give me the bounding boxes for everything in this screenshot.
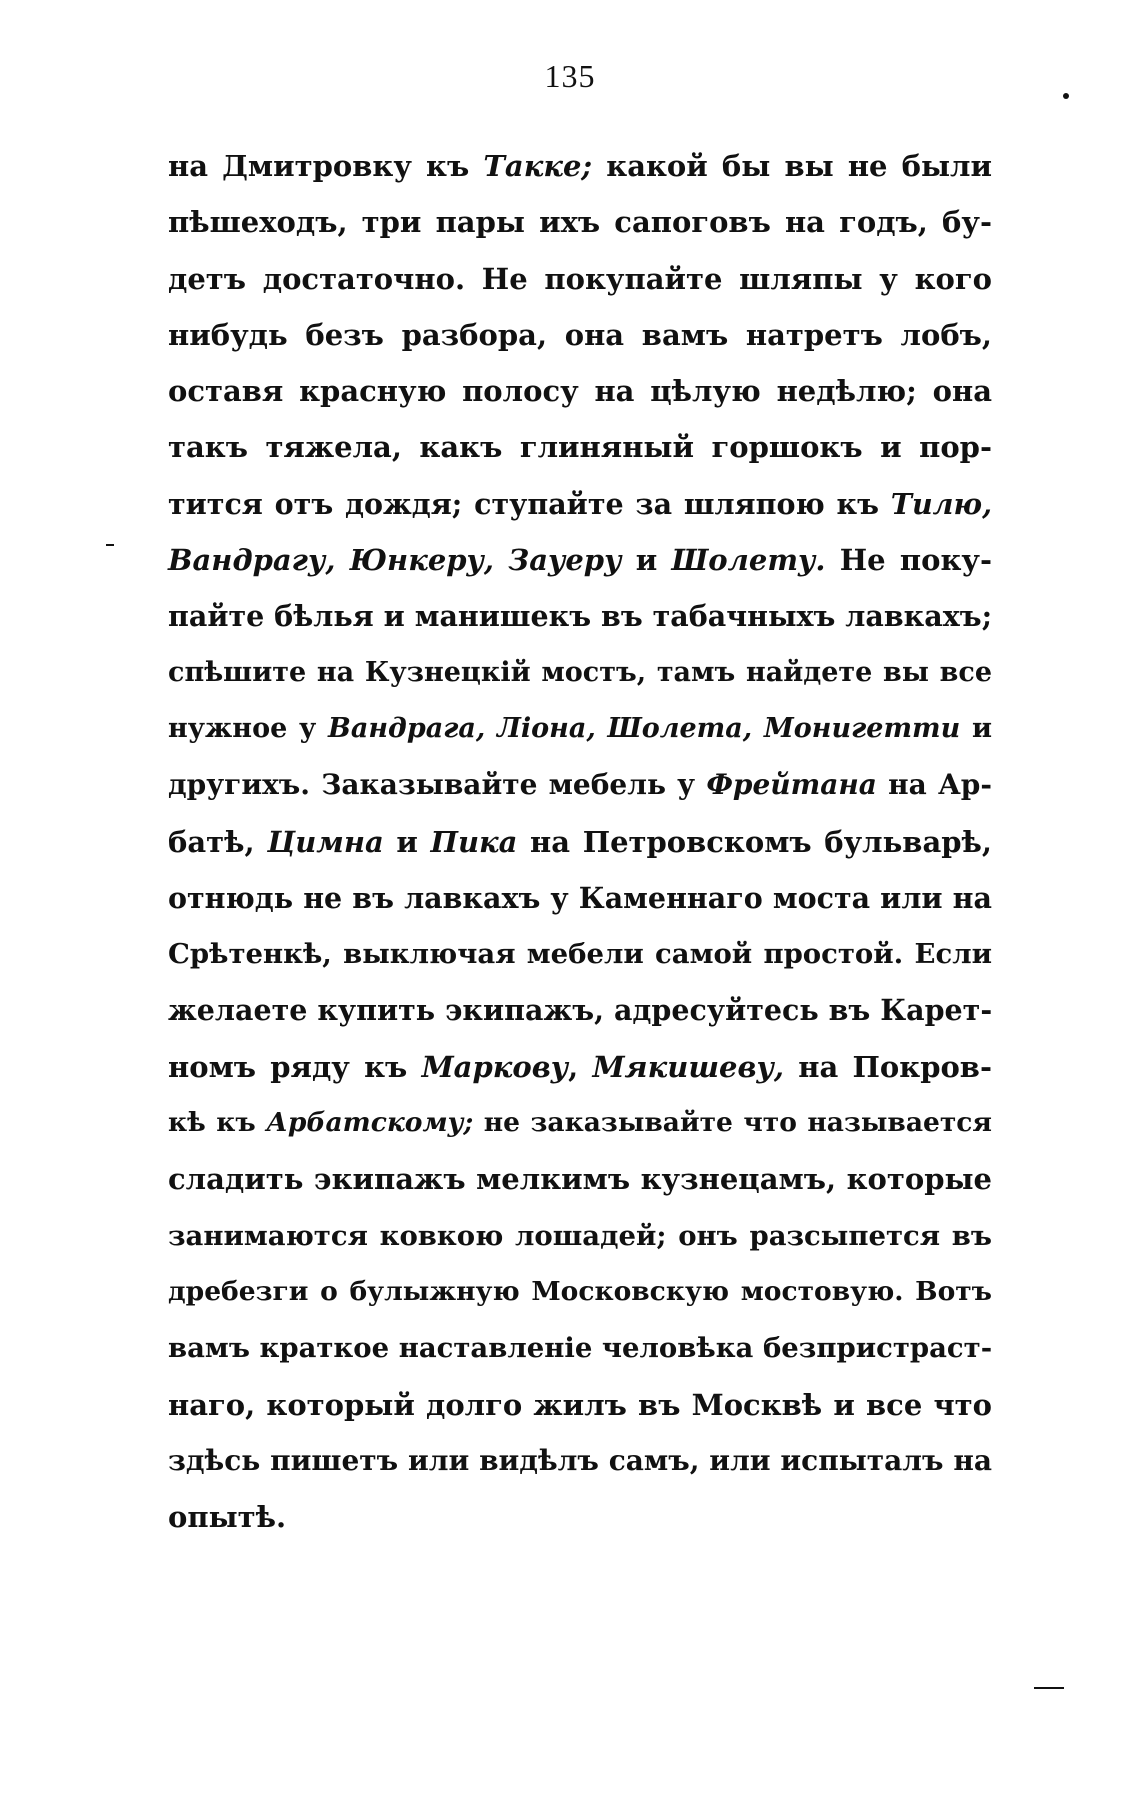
text-span: пайте бѣлья и манишекъ въ табачныхъ лавкахъ;: [168, 599, 993, 634]
text-span: какой бы вы не были: [592, 149, 992, 183]
text-span: на Петровскомъ бульварѣ,: [517, 824, 992, 859]
text-line: [168, 757, 992, 813]
text-line: [168, 419, 992, 475]
italic-name-span: Вандрага, Ліона, Шолета, Монигетти: [328, 712, 961, 744]
text-line: [168, 476, 992, 532]
text-line: [168, 1489, 992, 1545]
text-line: [168, 645, 992, 701]
text-span: вамъ краткое наставленіе человѣка безпристраст-: [168, 1332, 993, 1365]
italic-name-span: Цимна: [267, 824, 384, 859]
italic-name-span: Арбатскому;: [266, 1107, 474, 1139]
text-span: отнюдь не въ лавкахъ у Каменнаго моста или на: [168, 880, 992, 915]
text-span: и: [621, 543, 672, 578]
text-span: дребезги о булыжную Московскую мостовую. Вотъ: [168, 1275, 992, 1307]
text-line: [168, 1039, 992, 1095]
text-line: [168, 1320, 992, 1376]
text-line: [168, 194, 992, 250]
italic-name-span: Шолету.: [671, 543, 826, 578]
text-span: занимаются ковкою лошадей; онъ разсыпется въ: [168, 1219, 992, 1252]
text-span: желаете купить экипажъ, адресуйтесь въ Карет-: [168, 993, 993, 1028]
text-span: нужное у: [168, 712, 329, 744]
text-line: [168, 1208, 992, 1264]
text-line: [168, 1377, 992, 1433]
text-line: [168, 532, 992, 588]
scan-speck: [106, 544, 114, 546]
text-span: сладить экипажъ мелкимъ кузнецамъ, которые: [168, 1162, 992, 1197]
text-span: такъ тяжела, какъ глиняный горшокъ и пор-: [168, 430, 992, 465]
text-span: Не поку-: [825, 543, 993, 578]
text-line: [168, 363, 992, 419]
text-span: опытѣ.: [168, 1500, 287, 1535]
text-line: [168, 251, 992, 307]
text-line: [168, 588, 992, 644]
italic-name-span: Такке;: [483, 149, 593, 183]
page-number: 135: [544, 58, 596, 94]
text-span: и: [383, 824, 431, 859]
text-line: [168, 701, 992, 757]
text-span: детъ достаточно. Не покупайте шляпы у кого: [168, 261, 992, 296]
text-line: [168, 1264, 992, 1320]
text-span: нибудь безъ разбора, она вамъ натретъ лобъ,: [168, 317, 992, 352]
text-span: не заказывайте что называется: [473, 1107, 992, 1139]
italic-name-span: Вандрагу, Юнкеру, Зауеру: [168, 543, 622, 578]
text-span: на Ар-: [876, 768, 993, 802]
italic-name-span: Тилю,: [890, 486, 992, 521]
text-line: [168, 1433, 992, 1489]
text-span: здѣсь пишетъ или видѣлъ самъ, или испыталъ на: [168, 1443, 992, 1477]
text-line: [168, 926, 992, 982]
text-span: спѣшите на Кузнецкій мостъ, тамъ найдете вы все: [168, 656, 992, 688]
italic-name-span: Мякишеву,: [592, 1049, 784, 1084]
text-span: на Покров-: [783, 1049, 992, 1084]
italic-name-span: Маркову: [421, 1049, 569, 1084]
scan-speck: [1063, 93, 1069, 99]
text-span: и: [960, 712, 993, 744]
text-span: батѣ,: [168, 824, 268, 859]
text-span: оставя красную полосу на цѣлую недѣлю; она: [168, 374, 992, 409]
text-line: [168, 1151, 992, 1207]
body-text: [168, 138, 992, 1545]
text-span: Срѣтенкѣ, выключая мебели самой простой. Если: [168, 938, 992, 971]
text-line: [168, 870, 992, 926]
italic-name-span: Фрейтана: [706, 768, 877, 802]
text-line: [168, 307, 992, 363]
text-line: [168, 138, 992, 194]
text-span: на Дмитровку къ: [168, 149, 484, 183]
text-line: [168, 1095, 992, 1151]
text-span: кѣ къ: [168, 1107, 267, 1139]
text-line: [168, 814, 992, 870]
text-line: [168, 982, 992, 1038]
text-span: тится отъ дождя; ступайте за шляпою къ: [168, 486, 891, 521]
scan-rule-mark: [1034, 1687, 1064, 1689]
text-span: номъ ряду къ: [168, 1049, 422, 1084]
text-span: ,: [568, 1049, 593, 1084]
italic-name-span: Пика: [430, 824, 518, 859]
text-span: наго, который долго жилъ въ Москвѣ и все что: [168, 1387, 992, 1422]
text-span: пѣшеходъ, три пары ихъ сапоговъ на годъ, бу-: [168, 205, 992, 240]
text-span: другихъ. Заказывайте мебель у: [168, 768, 707, 802]
